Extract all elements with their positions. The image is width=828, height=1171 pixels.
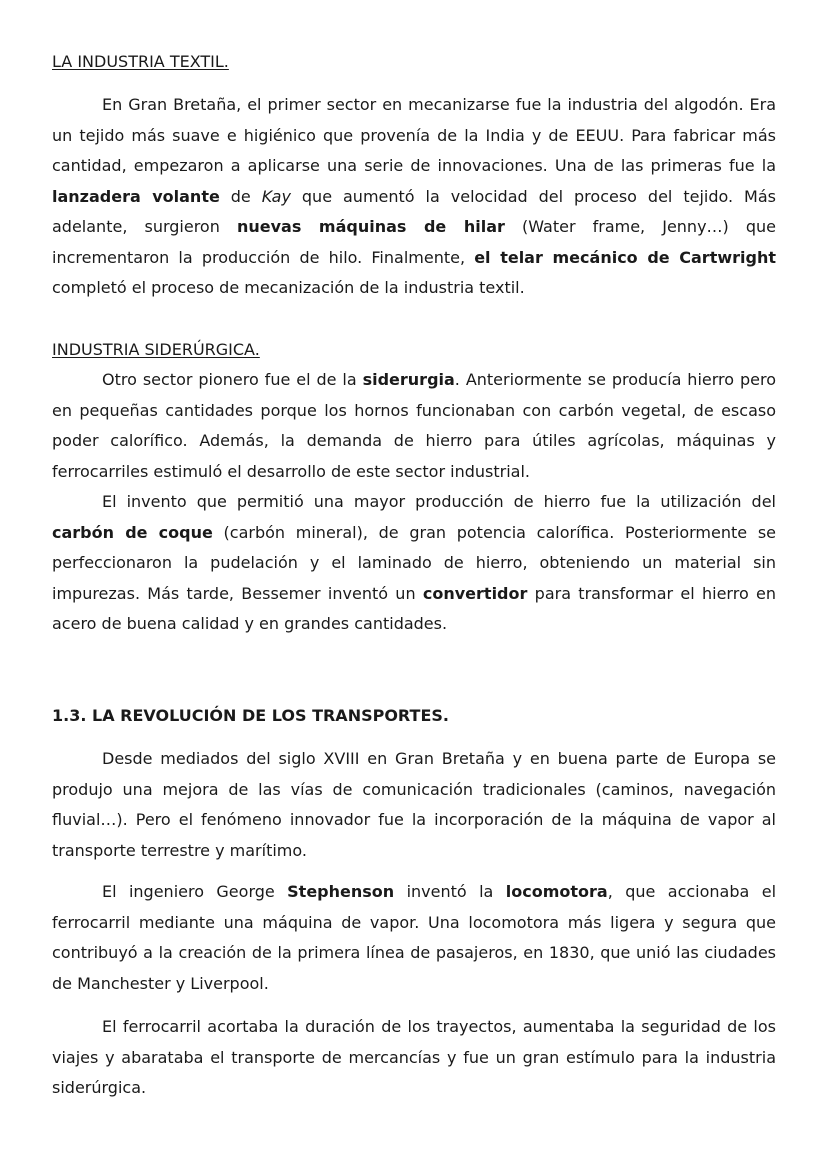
bold-term-lanzadera: lanzadera volante <box>52 186 220 206</box>
paragraph-transportes-2 <box>52 877 776 999</box>
heading-industria-siderurgica: INDUSTRIA SIDERÚRGICA. <box>52 340 260 359</box>
text-run: Otro sector pionero fue el de la <box>102 370 363 389</box>
paragraph-siderurgica-2 <box>52 487 776 640</box>
text-run: En Gran Bretaña, el primer sector en mecanizarse fue la industria del algodón. Era un tejido más suave e higiénico que provenía de la India y de EEUU. Para fabricar más cantidad, empezaron a aplicarse una serie de innovaciones. Una de las primeras fue la <box>52 95 776 175</box>
bold-term-carbon-coque: carbón de coque <box>52 522 213 542</box>
bold-term-locomotora: locomotora <box>505 882 608 901</box>
bold-term-stephenson: Stephenson <box>287 882 395 901</box>
italic-term-kay: Kay <box>261 186 291 206</box>
section-title-transportes: 1.3. LA REVOLUCIÓN DE LOS TRANSPORTES. <box>52 706 449 725</box>
bold-term-convertidor: convertidor <box>422 583 528 603</box>
bold-term-telar: el telar mecánico de Cartwright <box>474 247 776 267</box>
bold-term-maquinas-hilar: nuevas máquinas de hilar <box>236 217 505 236</box>
text-run: inventó la <box>394 882 506 901</box>
bold-term-siderurgia: siderurgia <box>362 370 455 389</box>
text-run: completó el proceso de mecanización de la industria textil. <box>52 278 525 297</box>
paragraph-transportes-3: El ferrocarril acortaba la duración de los trayectos, aumentaba la seguridad de los viajes y abarataba el transporte de mercancías y fue un gran estímulo para la industria siderúrgica. <box>52 1017 776 1097</box>
text-run: que aumentó la velocidad del proceso del tejido. Más adelante, surgieron <box>52 186 776 236</box>
paragraph-siderurgica-1 <box>52 365 776 487</box>
paragraph-transportes-1: Desde mediados del siglo XVIII en Gran Bretaña y en buena parte de Europa se produjo una mejora de las vías de comunicación tradicionales (caminos, navegación fluvial…). Pero el fenómeno innovador fue la incorporación de la máquina de vapor al transporte terrestre y marítimo. <box>52 749 776 860</box>
text-run: El ingeniero George <box>102 882 288 901</box>
paragraph-textil <box>52 90 776 304</box>
text-run: El invento que permitió una mayor producción de hierro fue la utilización del <box>102 492 776 511</box>
text-run: . Anteriormente se producía hierro pero en pequeñas cantidades porque los hornos funcionaban con carbón vegetal, de escaso poder calorífico. Además, la demanda de hierro para útiles agrícolas, máquinas y ferrocarriles estimuló el desarrollo de este sector industrial. <box>52 370 776 481</box>
text-run: (carbón mineral), de gran potencia calorífica. Posteriormente se perfeccionaron la pudelación y el laminado de hierro, obteniendo un material sin impurezas. Más tarde, Bessemer inventó un <box>52 522 777 603</box>
text-run: para transformar el hierro en acero de buena calidad y en grandes cantidades. <box>52 583 777 633</box>
text-run: , que accionaba el ferrocarril mediante una máquina de vapor. Una locomotora más ligera y segura que contribuyó a la creación de la primera línea de pasajeros, en 1830, que unió las ciudades de Manchester y Liverpool. <box>52 882 777 993</box>
text-run: de <box>219 186 262 206</box>
heading-industria-textil: LA INDUSTRIA TEXTIL. <box>52 52 229 71</box>
text-run: (Water frame, Jenny…) que incrementaron la producción de hilo. Finalmente, <box>52 217 777 267</box>
